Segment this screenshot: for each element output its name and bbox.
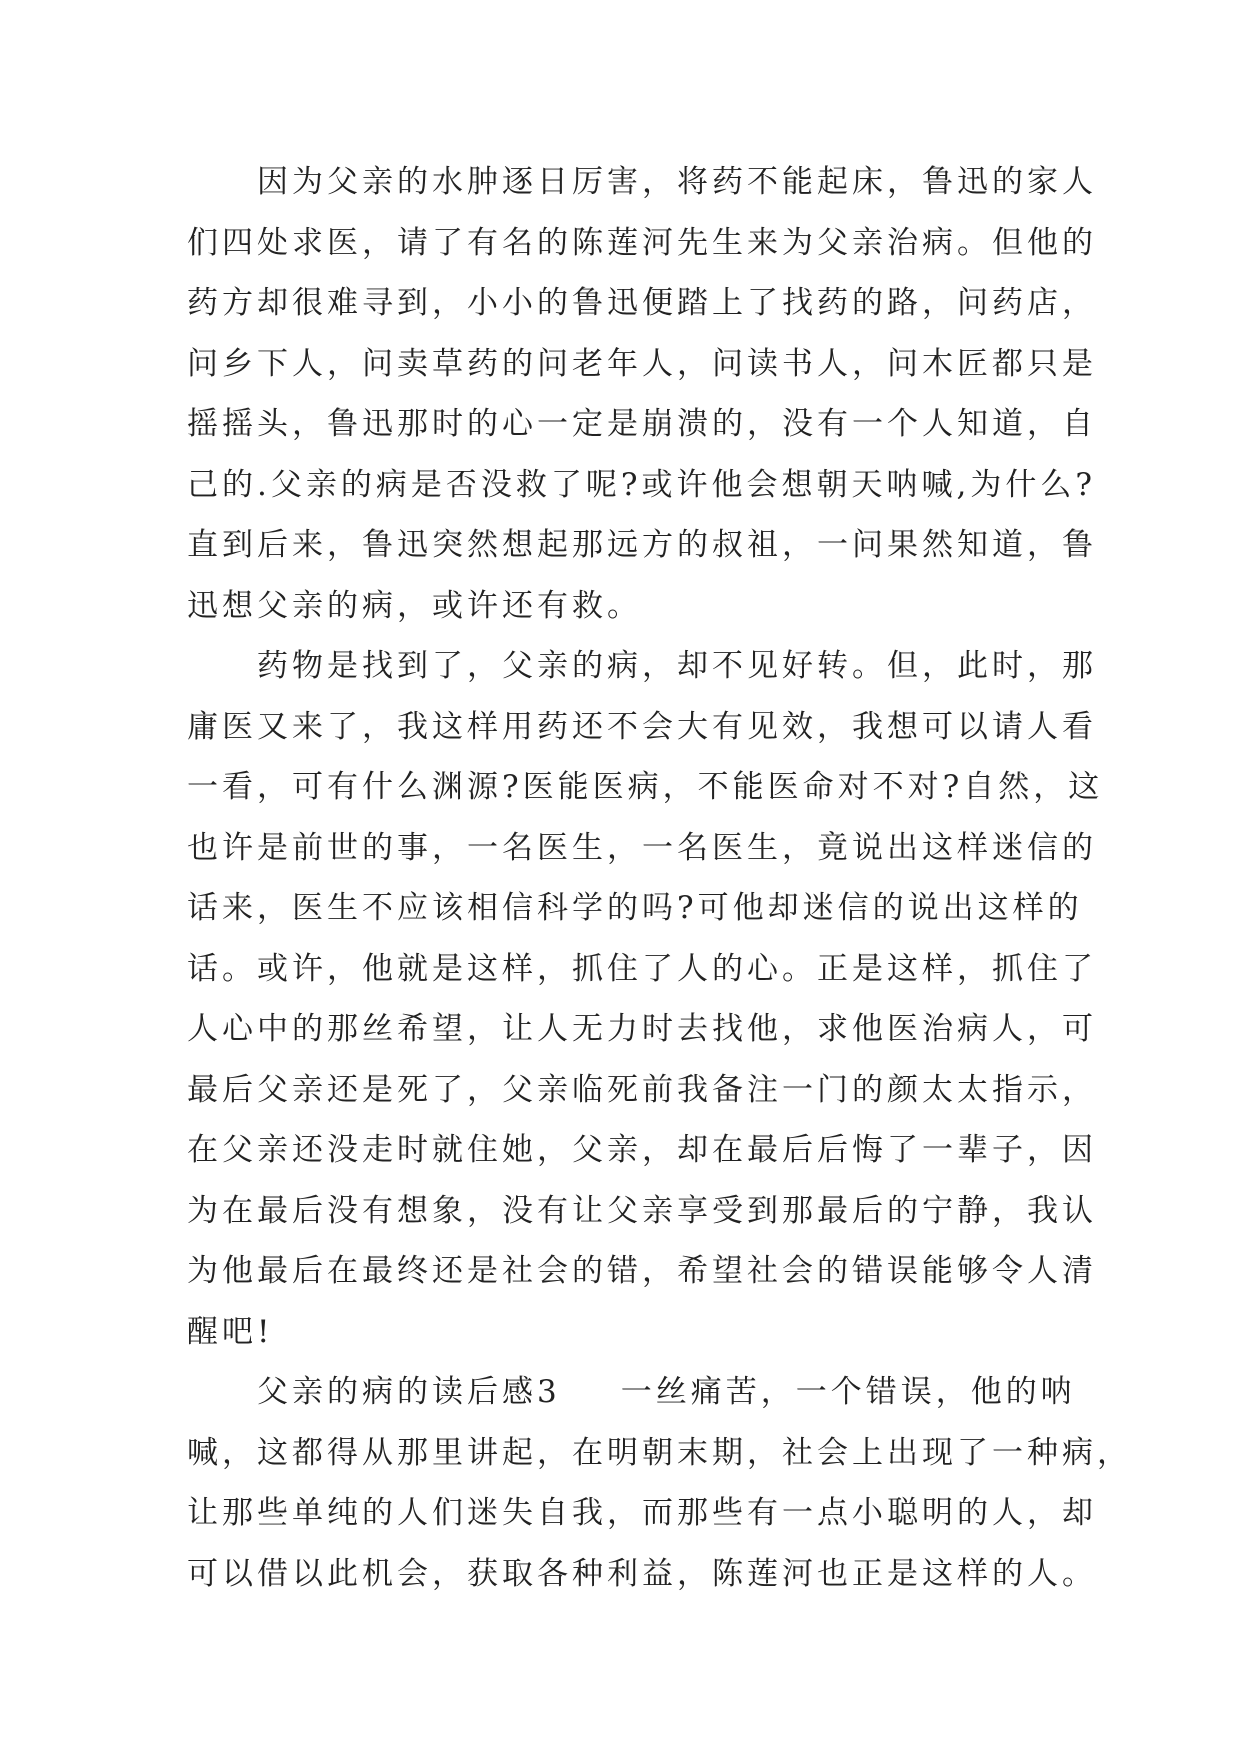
section-heading: 父亲的病的读后感3 <box>257 1374 561 1410</box>
paragraph-1 <box>187 152 1097 636</box>
text-line: 让那些单纯的人们迷失自我，而那些有一点小聪明的人，却 <box>187 1495 1097 1531</box>
text-line: 人心中的那丝希望，让人无力时去找他，求他医治病人，可 <box>187 1011 1097 1047</box>
text-line: 们四处求医，请了有名的陈莲河先生来为父亲治病。但他的 <box>187 224 1097 261</box>
document-body <box>187 152 1132 1604</box>
text-line: 话来，医生不应该相信科学的吗?可他却迷信的说出这样的 <box>187 890 1083 926</box>
paragraph-2 <box>187 636 1104 1362</box>
text-line: 为他最后在最终还是社会的错，希望社会的错误能够令人清 <box>187 1253 1097 1289</box>
paragraph-3 <box>187 1362 1132 1604</box>
text-line: 醒吧! <box>187 1313 274 1350</box>
text-line: 最后父亲还是死了，父亲临死前我备注一门的颜太太指示， <box>187 1071 1097 1108</box>
text-line: 在父亲还没走时就住她，父亲，却在最后后悔了一辈子，因 <box>187 1132 1097 1168</box>
text-line: 也许是前世的事，一名医生，一名医生，竟说出这样迷信的 <box>187 829 1097 866</box>
text-line-continuation: 一丝痛苦，一个错误，他的呐 <box>620 1374 1076 1410</box>
text-line: 一看，可有什么渊源?医能医病，不能医命对不对?自然，这 <box>187 769 1104 805</box>
text-line: 庸医又来了，我这样用药还不会大有见效，我想可以请人看 <box>187 708 1097 745</box>
text-line: 药物是找到了，父亲的病，却不见好转。但，此时，那 <box>257 648 1097 684</box>
text-line <box>187 1362 1076 1423</box>
text-line: 己的.父亲的病是否没救了呢?或许他会想朝天呐喊,为什么? <box>187 466 1096 503</box>
text-line: 为在最后没有想象，没有让父亲享受到那最后的宁静，我认 <box>187 1192 1097 1229</box>
text-line: 药方却很难寻到，小小的鲁迅便踏上了找药的路，问药店， <box>187 285 1097 321</box>
text-line: 话。或许，他就是这样，抓住了人的心。正是这样，抓住了 <box>187 950 1097 987</box>
text-line: 摇摇头，鲁迅那时的心一定是崩溃的，没有一个人知道，自 <box>187 406 1097 442</box>
text-line: 因为父亲的水肿逐日厉害，将药不能起床，鲁迅的家人 <box>257 164 1097 200</box>
text-line: 迅想父亲的病，或许还有救。 <box>187 587 642 624</box>
text-line: 可以借以此机会，获取各种利益，陈莲河也正是这样的人。 <box>187 1555 1097 1592</box>
text-line: 直到后来，鲁迅突然想起那远方的叔祖，一问果然知道，鲁 <box>187 527 1097 563</box>
text-line: 喊，这都得从那里讲起，在明朝末期，社会上出现了一种病， <box>187 1434 1132 1471</box>
text-line: 问乡下人，问卖草药的问老年人，问读书人，问木匠都只是 <box>187 345 1097 382</box>
